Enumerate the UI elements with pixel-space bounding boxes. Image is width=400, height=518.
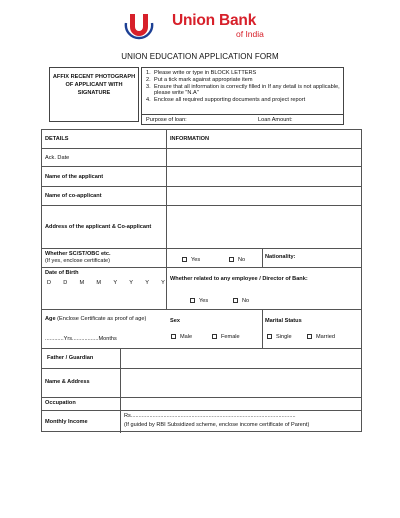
loan-amount-label: Loan Amount: <box>258 116 293 123</box>
checkbox-icon[interactable] <box>182 257 187 262</box>
category-no-option[interactable]: No <box>229 257 245 264</box>
checkbox-icon[interactable] <box>171 334 176 339</box>
purpose-row <box>141 115 344 125</box>
category-note: (If yes, enclose certificate) <box>45 258 110 264</box>
applicant-name-label: Name of the applicant <box>45 174 104 180</box>
related-no-option[interactable]: No <box>233 298 249 305</box>
information-header: INFORMATION <box>170 136 210 142</box>
instructions-box <box>141 67 344 115</box>
instruction-item: 4. Enclose all required supporting documents and project report <box>146 97 306 104</box>
photo-box[interactable] <box>49 67 139 122</box>
union-bank-logo-icon <box>124 10 154 40</box>
ack-date-label: Ack. Date <box>45 155 70 161</box>
sex-female-option[interactable]: Female <box>212 334 240 341</box>
related-label: Whether related to any employee / Director of Bank: <box>170 276 308 282</box>
instruction-item: 3. Ensure that all information is correctly filled in If any detail is not applicable, please write "N.A" <box>146 83 340 97</box>
name-address-field[interactable] <box>122 369 362 396</box>
age-label: Age (Enclose Certificate as proof of age) <box>45 316 147 322</box>
monthly-income-label: Monthly Income <box>45 419 88 425</box>
category-label: Whether SC/ST/OBC etc. <box>45 251 111 257</box>
address-field[interactable] <box>168 206 362 247</box>
age-field[interactable]: ............Yrs.................Months <box>45 336 117 342</box>
ack-date-field[interactable] <box>168 149 362 165</box>
bank-name-sub: of India <box>236 29 264 39</box>
address-label: Address of the applicant & Co-applicant <box>45 224 152 230</box>
income-note: (If guided by RBI Subsidized scheme, enclose income certificate of Parent) <box>124 422 310 428</box>
checkbox-icon[interactable] <box>307 334 312 339</box>
applicant-name-field[interactable] <box>168 167 362 185</box>
checkbox-icon[interactable] <box>233 298 238 303</box>
photo-box-text: AFFIX RECENT PHOTOGRAPH OF APPLICANT WITH SIGNATURE <box>52 74 136 97</box>
checkbox-icon[interactable] <box>229 257 234 262</box>
details-header: DETAILS <box>45 136 69 142</box>
name-address-label: Name & Address <box>45 379 90 385</box>
father-guardian-field[interactable] <box>122 349 362 367</box>
instruction-item: 1. Please write or type in BLOCK LETTERS <box>146 70 257 76</box>
father-guardian-label: Father / Guardian <box>47 355 94 361</box>
checkbox-icon[interactable] <box>267 334 272 339</box>
purpose-of-loan-label: Purpose of loan: <box>146 116 187 123</box>
coapplicant-name-field[interactable] <box>168 187 362 204</box>
income-rs-field[interactable]: Rs.......................................................................................................... <box>124 413 296 419</box>
dob-format[interactable]: D D M M Y Y Y Y <box>47 280 165 286</box>
dob-label: Date of Birth <box>45 270 79 276</box>
instructions-list <box>146 70 340 104</box>
related-yes-option[interactable]: Yes <box>190 298 208 305</box>
sex-label: Sex <box>170 318 180 324</box>
marital-married-option[interactable]: Married <box>307 334 335 341</box>
bank-name: Union Bank <box>172 12 257 29</box>
form-title: UNION EDUCATION APPLICATION FORM <box>121 52 279 61</box>
sex-male-option[interactable]: Male <box>171 334 192 341</box>
instruction-item: 2. Put a tick mark against appropriate item <box>146 76 253 83</box>
occupation-field[interactable] <box>122 398 362 409</box>
nationality-label: Nationality: <box>265 254 296 260</box>
category-yes-option[interactable]: Yes <box>182 257 200 264</box>
coapplicant-name-label: Name of co-applicant <box>45 193 102 199</box>
checkbox-icon[interactable] <box>190 298 195 303</box>
application-grid <box>41 129 362 432</box>
checkbox-icon[interactable] <box>212 334 217 339</box>
marital-single-option[interactable]: Single <box>267 334 292 341</box>
occupation-label: Occupation <box>45 400 76 406</box>
marital-status-label: Marital Status <box>265 318 302 324</box>
